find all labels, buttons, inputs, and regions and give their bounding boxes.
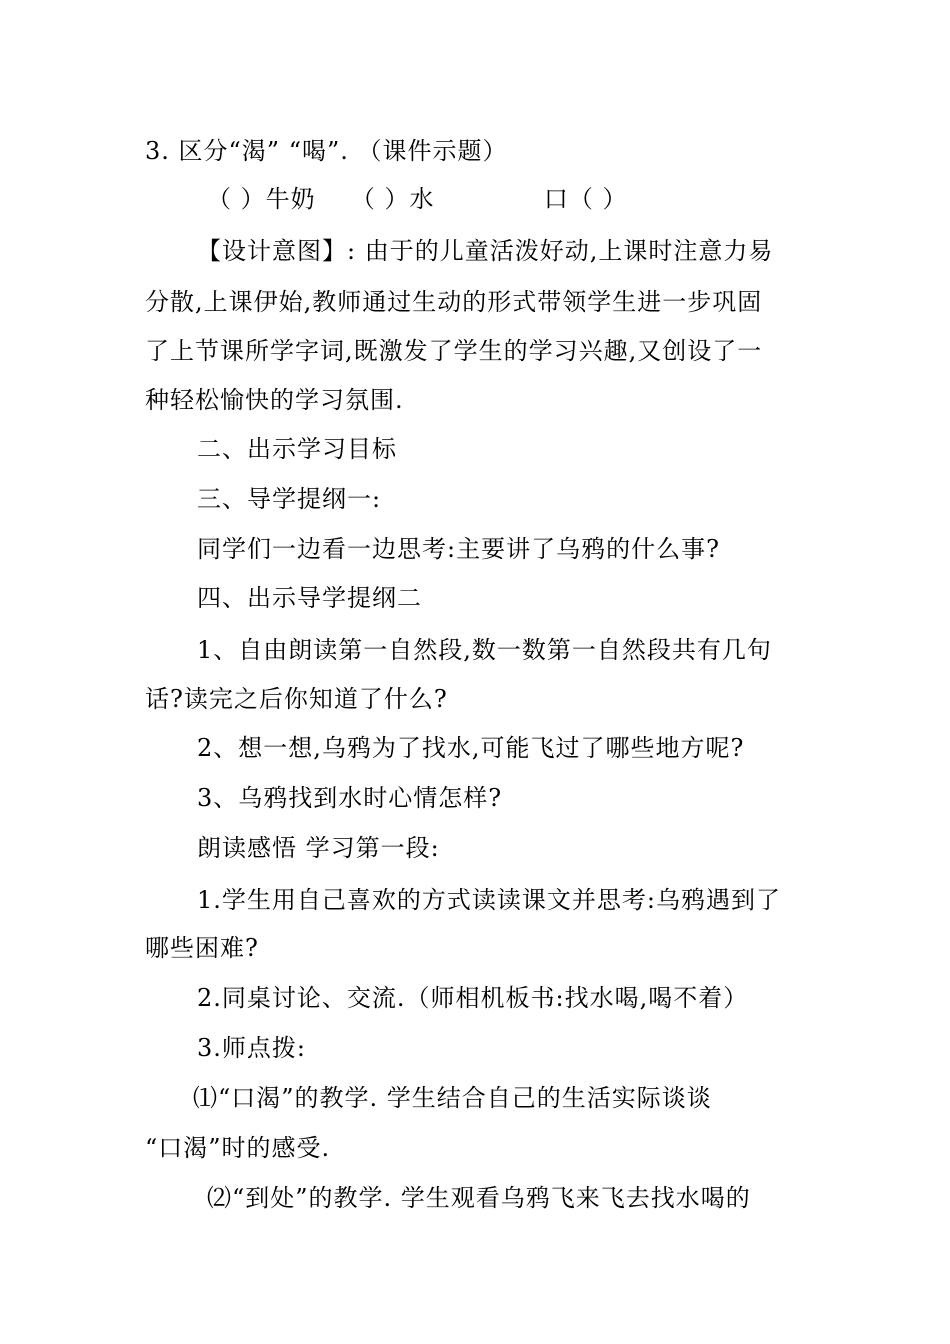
text-line: 3.师点拨: bbox=[197, 1034, 306, 1062]
text-line: 2、想一想,乌鸦为了找水,可能飞过了哪些地方呢? bbox=[197, 734, 745, 762]
text-line: 种轻松愉快的学习氛围. bbox=[145, 386, 404, 414]
blank-water: （ ）水 bbox=[350, 185, 435, 213]
section-heading: 二、出示学习目标 bbox=[197, 435, 397, 463]
text-line: 1、自由朗读第一自然段,数一数第一自然段共有几句 bbox=[197, 636, 772, 664]
text-line: 了上节课所学字词,既激发了学生的学习兴趣,又创设了一 bbox=[145, 337, 763, 365]
section-heading: 三、导学提纲一: bbox=[197, 485, 382, 513]
text-line: “口渴”时的感受. bbox=[145, 1134, 331, 1162]
section-heading: 四、出示导学提纲二 bbox=[197, 584, 422, 612]
fill-blank-row bbox=[207, 181, 627, 217]
text-line: 3. 区分“渴” “喝”. （课件示题） bbox=[145, 137, 508, 165]
blank-milk: （ ）牛奶 bbox=[207, 185, 316, 213]
blank-mouth: 口（ ） bbox=[543, 185, 628, 213]
text-line: ⑵“到处”的教学. 学生观看乌鸦飞来飞去找水喝的 bbox=[207, 1184, 751, 1212]
text-line: 哪些困难? bbox=[145, 934, 259, 962]
text-line: 1.学生用自己喜欢的方式读读课文并思考:乌鸦遇到了 bbox=[197, 886, 781, 914]
text-line: 同学们一边看一边思考:主要讲了乌鸦的什么事? bbox=[197, 535, 720, 563]
text-line: 【设计意图】: 由于的儿童活泼好动,上课时注意力易 bbox=[197, 237, 774, 265]
text-line: 分散,上课伊始,教师通过生动的形式带领学生进一步巩固 bbox=[145, 288, 763, 316]
text-line: 3、乌鸦找到水时心情怎样? bbox=[197, 784, 503, 812]
text-line: 朗读感悟 学习第一段: bbox=[197, 834, 440, 862]
text-line: 话?读完之后你知道了什么? bbox=[145, 685, 448, 713]
text-line: 2.同桌讨论、交流.（师相机板书:找水喝,喝不着） bbox=[197, 984, 749, 1012]
text-line: ⑴“口渴”的教学. 学生结合自己的生活实际谈谈 bbox=[193, 1084, 712, 1112]
